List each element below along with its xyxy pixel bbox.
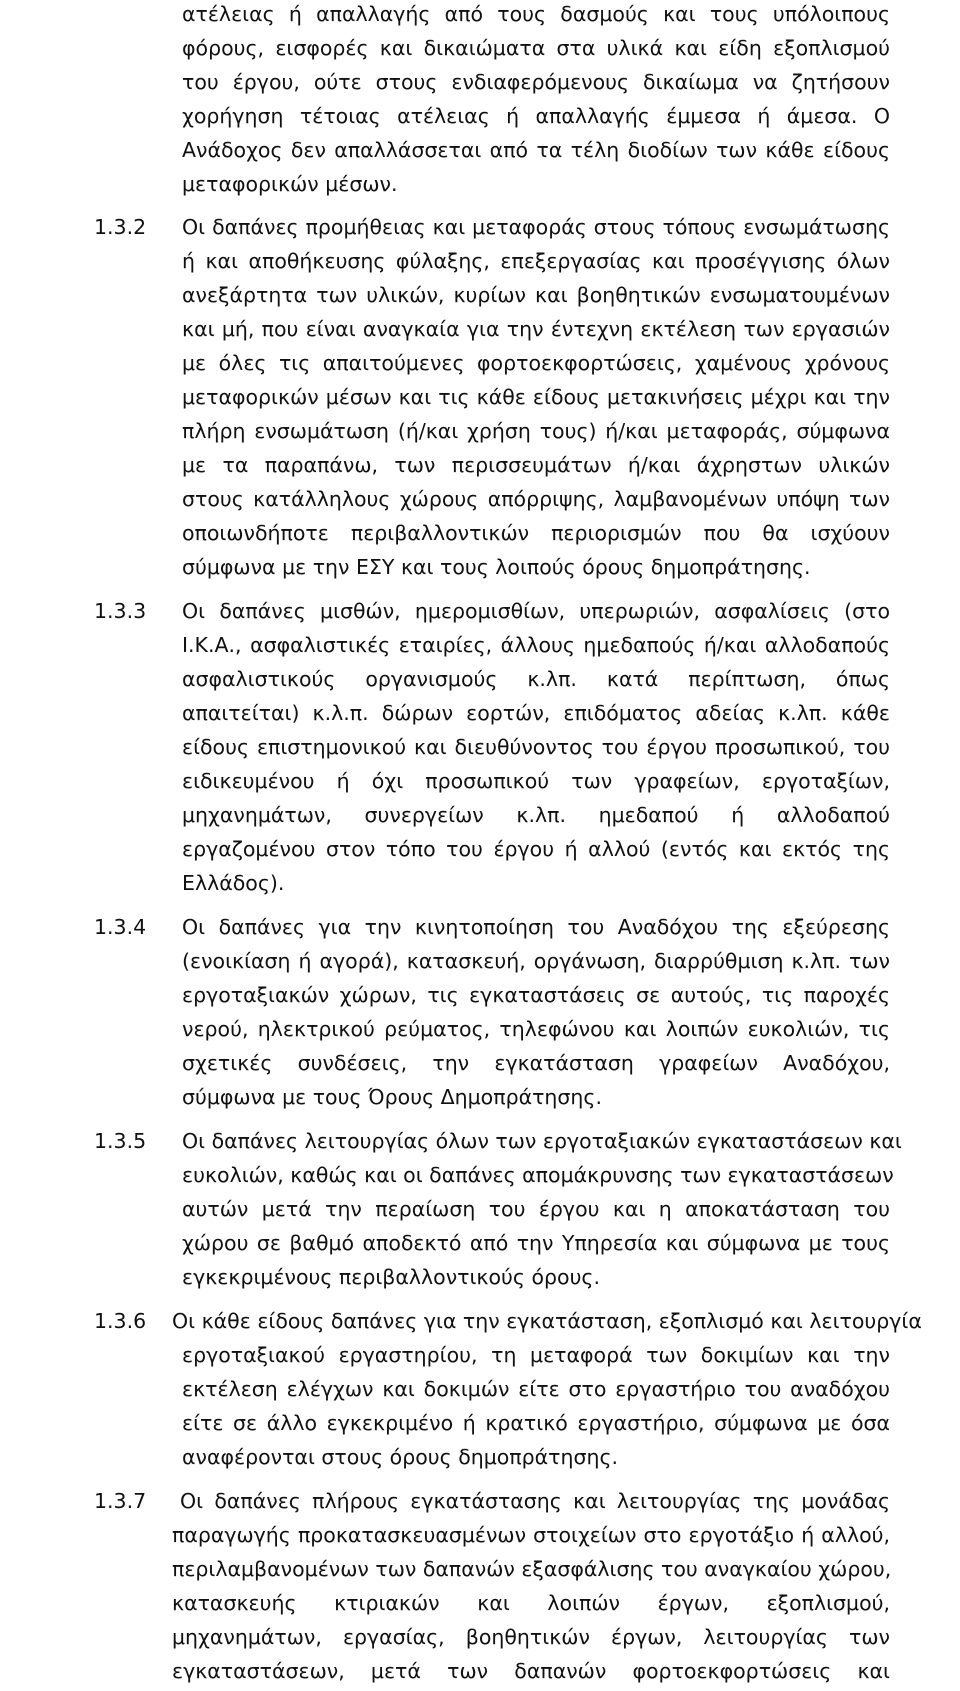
text-line: Οι δαπάνες προμήθειας και μεταφοράς στους τόπους ενσωμάτωσης [182,215,890,239]
section-number: 1.3.3 [94,599,147,623]
text-line: ή και αποθήκευσης φύλαξης, επεξεργασίας και προσέγγισης όλων [182,249,890,273]
text-line: αυτών μετά την περαίωση του έργου και η αποκατάσταση του [182,1197,890,1221]
text-line: Ανάδοχος δεν απαλλάσσεται από τα τέλη διοδίων των κάθε είδους [182,138,890,162]
text-line: είδους επιστημονικού και διευθύνοντος του έργου προσωπικού, του [182,735,890,759]
text-line: Οι δαπάνες μισθών, ημερομισθίων, υπερωριών, ασφαλίσεις (στο [182,599,890,623]
text-line: εγκεκριμένους περιβαλλοντικούς όρους. [182,1265,600,1289]
text-line: ευκολιών, καθώς και οι δαπάνες απομάκρυνσης των εγκαταστάσεων [182,1163,894,1187]
section-number: 1.3.7 [94,1489,147,1513]
text-line: μεταφορικών μέσων και τις κάθε είδους μετακινήσεις μέχρι και την [182,385,890,409]
text-line: πλήρη ενσωμάτωση (ή/και χρήση τους) ή/και μεταφοράς, σύμφωνα [182,419,890,443]
text-line: ανεξάρτητα των υλικών, κυρίων και βοηθητικών ενσωματουμένων [182,283,890,307]
text-line: νερού, ηλεκτρικού ρεύματος, τηλεφώνου και λοιπών ευκολιών, τις [182,1017,890,1041]
text-line: παραγωγής προκατασκευασμένων στοιχείων στο εργοτάξιο ή αλλού, [172,1523,890,1547]
text-line: εργαζομένου στον τόπο του έργου ή αλλού (εντός και εκτός της [182,837,890,861]
text-line: σύμφωνα με την ΕΣΥ και τους λοιπούς όρους δημοπράτησης. [182,555,811,579]
text-line: Ελλάδος). [182,871,285,895]
text-line: ατέλειας ή απαλλαγής από τους δασμούς και τους υπόλοιπους [182,2,890,26]
section-number: 1.3.2 [94,215,147,239]
text-line: χώρου σε βαθμό αποδεκτό από την Υπηρεσία και σύμφωνα με τους [182,1231,890,1255]
text-line: με τα παραπάνω, των περισσευμάτων ή/και άχρηστων υλικών [182,453,890,477]
text-line: εγκαταστάσεων, μετά των δαπανών φορτοεκφορτώσεις και [172,1659,890,1683]
text-line: Οι κάθε είδους δαπάνες για την εγκατάσταση, εξοπλισμό και λειτουργία [172,1309,922,1333]
text-line: ασφαλιστικούς οργανισμούς κ.λπ. κατά περίπτωση, όπως [182,667,890,691]
text-line: Οι δαπάνες για την κινητοποίηση του Αναδόχου της εξεύρεσης [182,915,890,939]
text-line: Οι δαπάνες λειτουργίας όλων των εργοταξιακών εγκαταστάσεων και [182,1129,902,1153]
text-line: σχετικές συνδέσεις, την εγκατάσταση γραφείων Αναδόχου, [182,1051,890,1075]
text-line: στους κατάλληλους χώρους απόρριψης, λαμβανομένων υπόψη των [182,487,890,511]
text-line: περιλαμβανομένων των δαπανών εξασφάλισης του αναγκαίου χώρου, [172,1557,892,1581]
text-line: εκτέλεση ελέγχων και δοκιμών είτε στο εργαστήριο του αναδόχου [182,1377,890,1401]
text-line: αναφέρονται στους όρους δημοπράτησης. [182,1445,619,1469]
section-number: 1.3.4 [94,915,147,939]
text-line: σύμφωνα με τους Όρους Δημοπράτησης. [182,1085,602,1109]
text-line: απαιτείται) κ.λ.π. δώρων εορτών, επιδόματος αδείας κ.λπ. κάθε [182,701,890,725]
text-line: (ενοικίαση ή αγορά), κατασκευή, οργάνωση, διαρρύθμιση κ.λπ. των [182,949,890,973]
text-line: φόρους, εισφορές και δικαιώματα στα υλικά και είδη εξοπλισμού [182,36,890,60]
text-line: μεταφορικών μέσων. [182,172,398,196]
text-line: κατασκευής κτιριακών και λοιπών έργων, εξοπλισμού, [172,1591,890,1615]
text-line: είτε σε άλλο εγκεκριμένο ή κρατικό εργαστήριο, σύμφωνα με όσα [182,1411,890,1435]
text-line: του έργου, ούτε στους ενδιαφερόμενους δικαίωμα να ζητήσουν [182,70,890,94]
text-line: Ι.Κ.Α., ασφαλιστικές εταιρίες, άλλους ημεδαπούς ή/και αλλοδαπούς [182,633,890,657]
text-line: Οι δαπάνες πλήρους εγκατάστασης και λειτουργίας της μονάδας [180,1489,890,1513]
text-line: μηχανημάτων, εργασίας, βοηθητικών έργων, λειτουργίας των [172,1625,890,1649]
text-line: οποιωνδήποτε περιβαλλοντικών περιορισμών που θα ισχύουν [182,521,890,545]
text-line: ειδικευμένου ή όχι προσωπικού των γραφείων, εργοταξίων, [182,769,890,793]
section-number: 1.3.6 [94,1309,147,1333]
text-line: και μή, που είναι αναγκαία για την έντεχνη εκτέλεση των εργασιών [182,317,890,341]
text-line: εργοταξιακών χώρων, τις εγκαταστάσεις σε αυτούς, τις παροχές [182,983,890,1007]
text-line: με όλες τις απαιτούμενες φορτοεκφορτώσεις, χαμένους χρόνους [182,351,890,375]
text-line: εργοταξιακού εργαστηρίου, τη μεταφορά των δοκιμίων και την [182,1343,890,1367]
section-number: 1.3.5 [94,1129,147,1153]
text-line: μηχανημάτων, συνεργείων κ.λπ. ημεδαπού ή αλλοδαπού [182,803,890,827]
text-line: χορήγηση τέτοιας ατέλειας ή απαλλαγής έμμεσα ή άμεσα. Ο [182,104,890,128]
